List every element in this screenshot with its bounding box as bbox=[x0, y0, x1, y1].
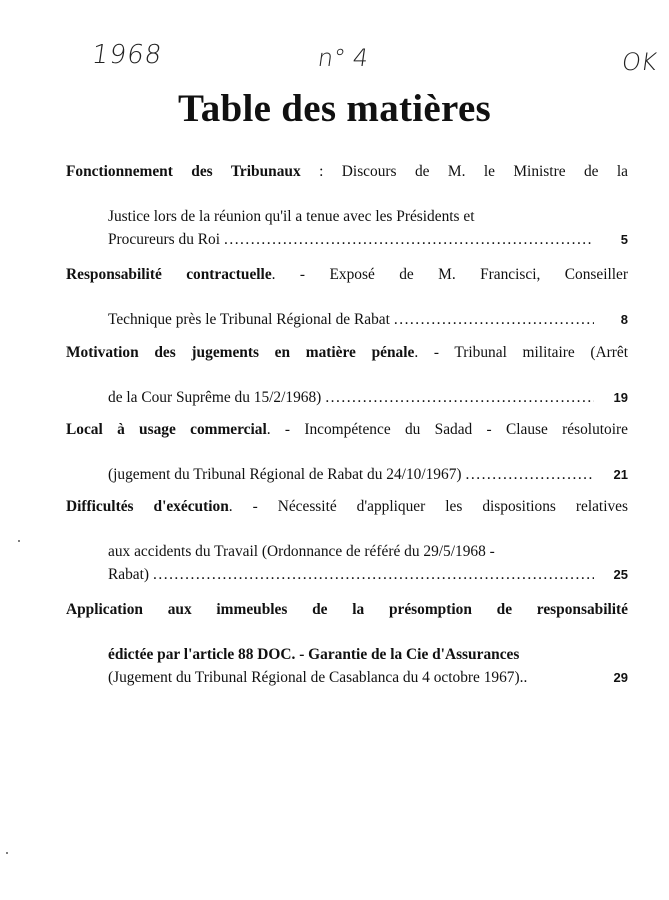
handwritten-year: 1968 bbox=[89, 40, 165, 70]
entry-description: : Discours de M. le Ministre de la bbox=[300, 163, 629, 180]
entry-heading: Fonctionnement des Tribunaux bbox=[66, 163, 301, 180]
dot-leader bbox=[224, 229, 594, 252]
entry-heading-continued: édictée par l'article 88 DOC. - Garantie de la Cie d'Assurances bbox=[108, 646, 520, 663]
entry-continuation bbox=[66, 644, 628, 667]
entry-first-line bbox=[66, 342, 628, 387]
entry-last-text: (Jugement du Tribunal Régional de Casablanca du 4 octobre 1967).. bbox=[108, 668, 528, 686]
page-number: 8 bbox=[620, 312, 628, 327]
entry-description: . - Incompétence du Sadad - Clause résolutoire bbox=[266, 421, 628, 438]
entry-leader-line bbox=[66, 229, 628, 252]
page-number: 29 bbox=[613, 669, 628, 685]
entry-leader-line bbox=[66, 309, 628, 332]
entry-description: . - Tribunal militaire (Arrêt bbox=[414, 344, 628, 361]
page-number: 25 bbox=[613, 566, 628, 582]
page-title: Table des matières bbox=[177, 87, 492, 130]
entry-first-line bbox=[66, 161, 628, 206]
entry-last-text: Procureurs du Roi bbox=[108, 230, 220, 248]
page-number: 5 bbox=[620, 231, 628, 247]
toc-entry bbox=[66, 496, 628, 586]
entry-heading: Difficultés d'exécution bbox=[66, 498, 229, 515]
entry-first-line bbox=[66, 419, 628, 464]
scan-speck bbox=[18, 540, 20, 542]
entry-first-line bbox=[66, 264, 628, 309]
toc-entry bbox=[66, 342, 628, 410]
scan-speck bbox=[6, 852, 8, 854]
entry-heading: Local à usage commercial bbox=[66, 421, 267, 438]
page-number: 19 bbox=[613, 390, 628, 405]
toc-entry bbox=[66, 599, 628, 689]
dot-leader bbox=[325, 387, 594, 410]
entry-heading: Application aux immeubles de la présomption de responsabilité bbox=[66, 601, 628, 618]
entry-continuation: Justice lors de la réunion qu'il a tenue avec les Présidents et bbox=[108, 208, 475, 225]
entry-last-text: (jugement du Tribunal Régional de Rabat du 24/10/1967) bbox=[108, 466, 462, 483]
entry-first-line bbox=[66, 599, 628, 644]
entry-continuation: aux accidents du Travail (Ordonnance de référé du 29/5/1968 - bbox=[108, 543, 495, 560]
page-number: 21 bbox=[613, 467, 628, 482]
entry-leader-line bbox=[66, 387, 628, 410]
entry-leader-line bbox=[66, 564, 628, 587]
entry-heading: Motivation des jugements en matière pénale bbox=[66, 344, 415, 361]
entry-heading: Responsabilité contractuelle bbox=[66, 266, 272, 283]
toc-entry bbox=[66, 161, 628, 251]
entry-last-text: Technique près le Tribunal Régional de Rabat bbox=[108, 311, 390, 328]
entry-first-line bbox=[66, 496, 628, 541]
entry-description: . - Exposé de M. Francisci, Conseiller bbox=[271, 266, 629, 283]
handwritten-number: n° 4 bbox=[316, 44, 371, 72]
toc-entry bbox=[66, 419, 628, 487]
entry-description: . - Nécessité d'appliquer les dispositions relatives bbox=[228, 498, 628, 515]
toc-entry bbox=[66, 264, 628, 332]
dot-leader bbox=[394, 309, 594, 332]
entry-last-text: de la Cour Suprême du 15/2/1968) bbox=[108, 389, 322, 406]
entry-leader-line bbox=[66, 464, 628, 487]
dot-leader bbox=[466, 464, 594, 487]
entry-leader-line bbox=[66, 667, 628, 690]
handwritten-ok: OK bbox=[620, 48, 659, 76]
entry-last-text: Rabat) bbox=[108, 565, 150, 583]
dot-leader bbox=[153, 564, 594, 587]
